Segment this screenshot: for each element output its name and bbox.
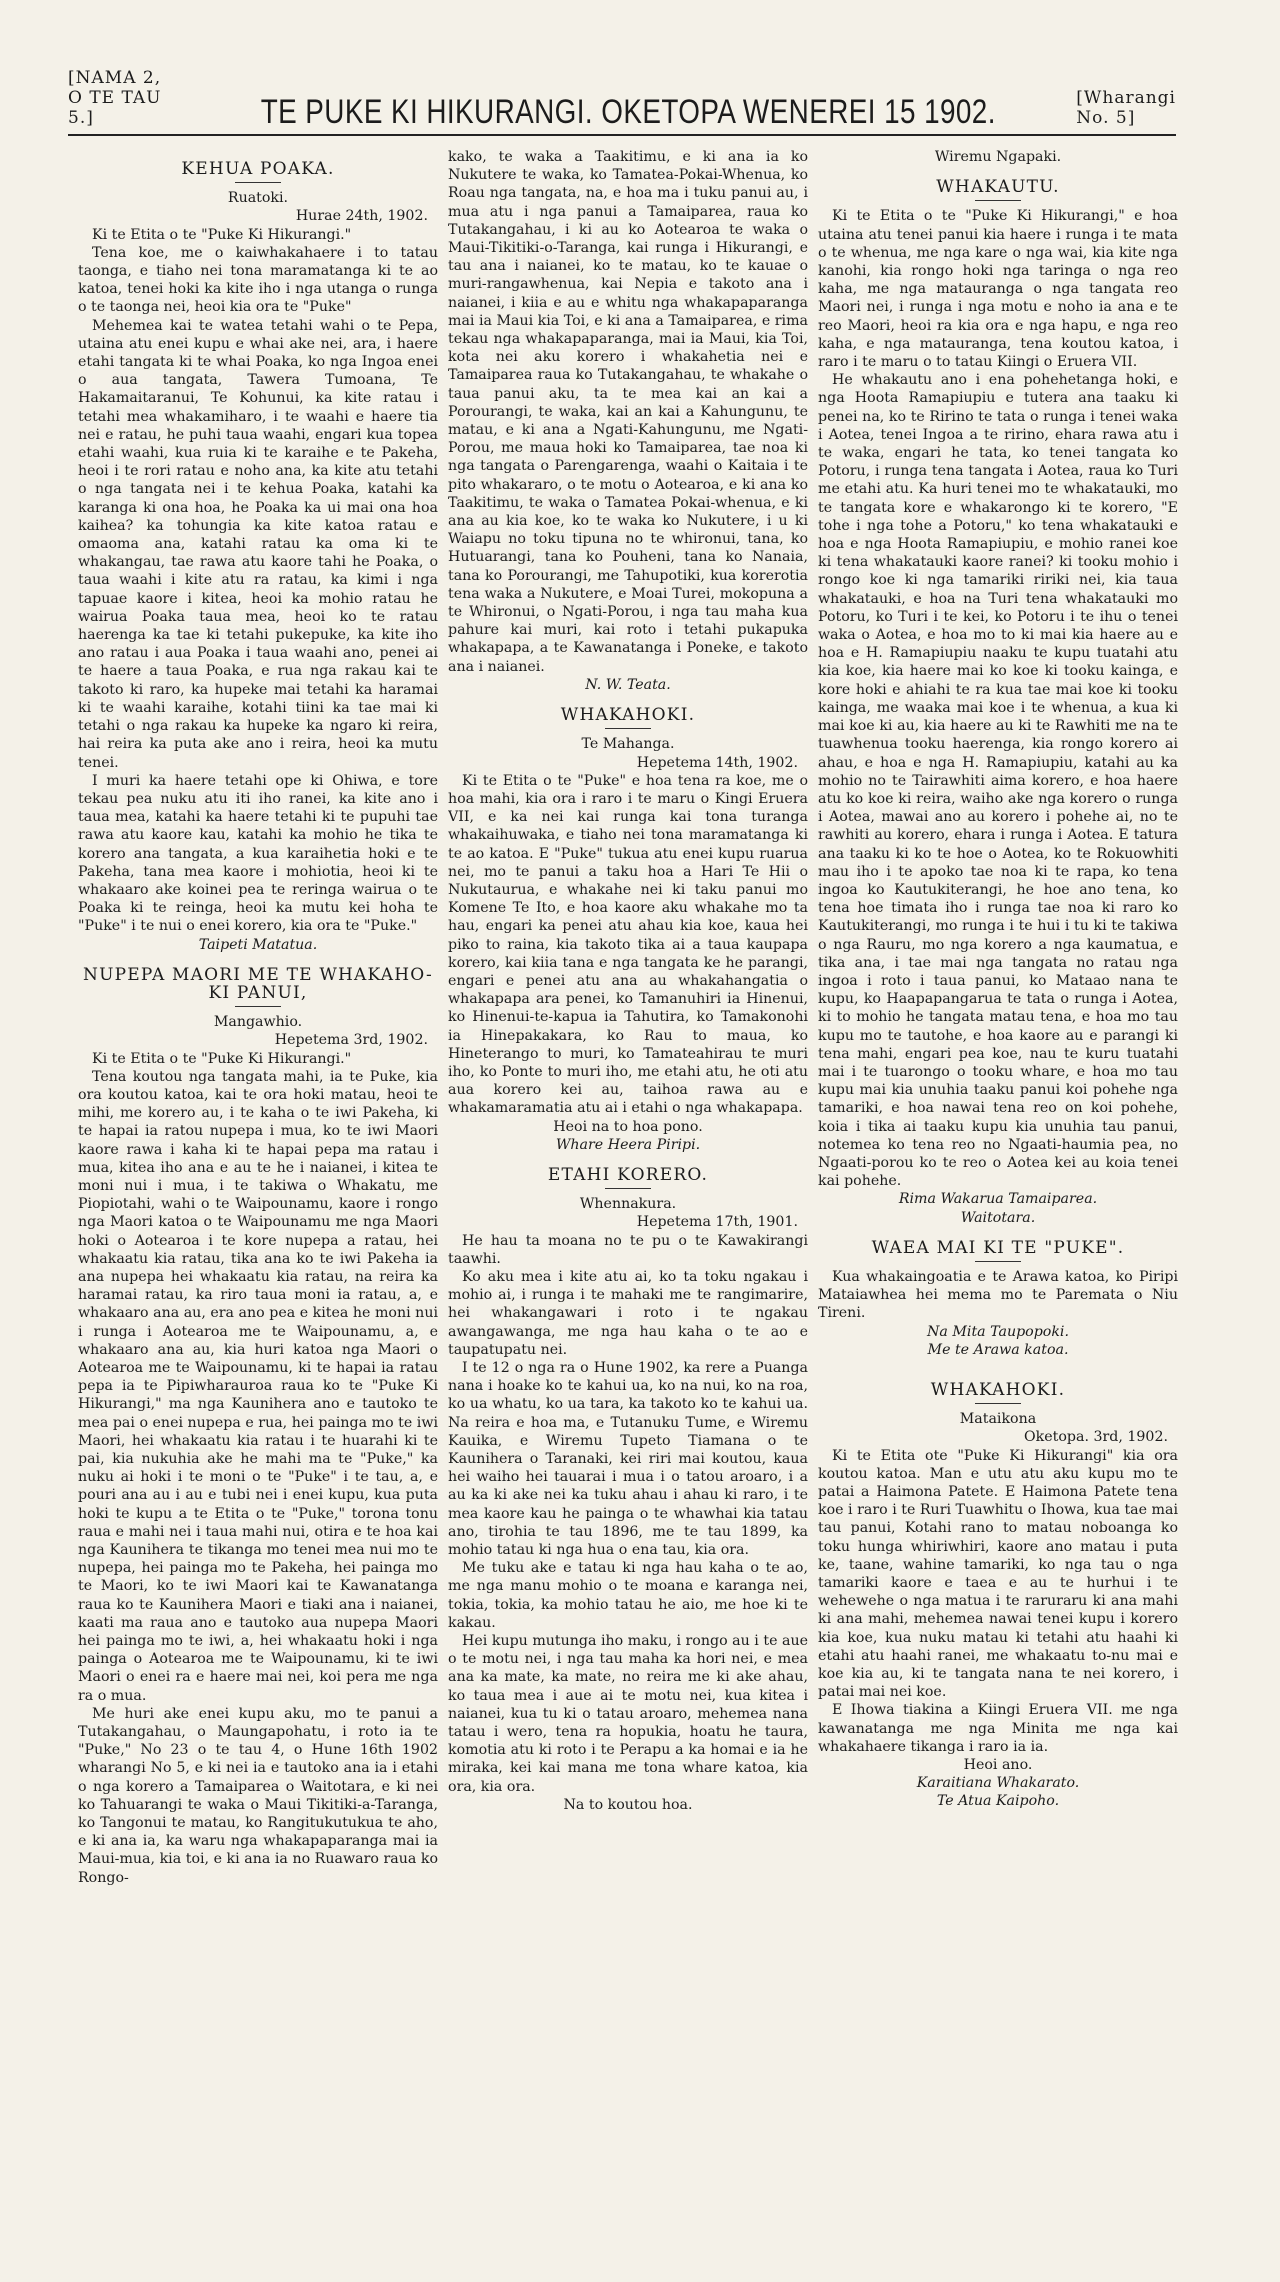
paragraph: Ki te Etita o te "Puke Ki Hikurangi," e hoa utaina atu tenei panui kia haere i runga i te mata o te whenua, me nga kare o nga wai, kia kite nga kanohi, kia rongo hoki nga taringa o nga reo kaha, me nga matauranga o nga tangata reo Maori nei, i runga i nga motu e noho ia ana e te reo Maori, heoi ra kia ora e nga hapu, e nga reo kaha, e nga matauranga, tena koutou katoa, i raro i te maru o to tatau Kiingi o Eruera VII. [818, 208, 1178, 371]
divider [235, 182, 281, 183]
column-3 [818, 148, 1178, 2253]
paper-title: TE PUKE KI HIKURANGI. OKETOPA WENEREI 15 1902. [260, 93, 996, 131]
dateline-date: Oketopa. 3rd, 1902. [1024, 1429, 1168, 1446]
dateline-place: Te Mahanga. [581, 736, 675, 753]
paragraph-continued: kako, te waka a Taakitimu, e ki ana ia ko Nukutere te waka, ko Tamatea-Pokai-Whenua, ko Roau nga tangata, na, e hoa ma i tuku panui au, i mua atu i nga panui a Tamaiparea, raua ko Tutakangahau, i ki au ko Aotearoa te waka o Maui-Tikitiki-o-Taranga, kai runga i Hikurangi, e tau ana i naianei, ko te matau, ko te kauae o muri-rangawhenua, kai Nepia e takoto ana i naianei, i kiia e au e whitu nga whakapaparanga mai ia Maui kia Toi, e ki ana a Tamaiparea, e rima tekau nga whakapaparanga, mai ia Maui, kia Toi, kota nei aku korero i whakahetia nei e Tamaiparea raua ko Tutakangahau, te whakahe o taua panui aku, ta te mea kai an kai a Porourangi, te waka, kai an kai a Kahungunu, te matau, e ki ana a Ngati-Kahungunu, me Ngati-Porou, me maua hoki ko Tamaiparea, tae noa ki nga tangata o Parengarenga, waahi o Kaitaia i te pito whakararo, o te motu o Aotearoa, e ki ana ko Taakitimu, te waka o Tamatea Pokai-whenua, e ki ana au kia koe, ko te waka ko Nukutere, i u ki Waiapu no toku tipuna no te whironui, tana, ko Hutuarangi, tana ko Pouheni, tana ko Nanaia, tana ko Porourangi, me Tahupotiki, kua korerotia tena waka a Nukutere, e Moai Turei, mokopuna a te Whironui, o Ngati-Porou, i nga tau maha kua pahure kai muri, kai roto i tetahi pukapuka whakapapa, a te Kawanatanga i Poneke, e takoto ana i naianei. [448, 149, 808, 675]
dateline-date: Hepetema 17th, 1901. [636, 1214, 798, 1231]
heading-line: KI PANUI, [208, 982, 308, 1003]
article-heading-nupepa [78, 966, 438, 1002]
paragraph: Kua whakaingoatia e te Arawa katoa, ko Piripi Mataiawhea hei mema mo te Paremata o Niu Tireni. [818, 1268, 1178, 1322]
paragraph: Ki te Etita o te "Puke" e hoa tena ra koe, me o hoa mahi, kia ora i raro i te maru o Kingi Eruera VII, e ka nei kai runga kai tona turanga whakaihuwaka, e tiaho nei tona maramatanga ki te ao katoa. E "Puke" tukua atu enei kupu ruarua nei, mo te panui a taku hoa a Hari Te Hii o Nukutaurua, e whakahe nei ki taku panui mo Komene Te Ito, e hoa kaore aku whakahe mo ta hau, engari ka penei atu ahau kia koe, kaua hei piko to raina, kia takoto tika ai a taua kaupapa korero, kai kiia tana e nga tangata ke he parangi, engari e penei atu ana au whakahangatia o whakapapa ara penei, ko Tamanuhiri ia Hinenui, ko Hinenui-te-kapua ia Tahutira, ko Tamakonohi ia Hinepakakara, ko Rau to maua, ko Hineterango to muri, ko Tamateahirau te muri iho, ko Ponte to muri iho, me etahi atu, he oti atu aua korero kei au, taihoa rawa au e whakamaramatia atu ai i etahi o nga whakapapa. [448, 772, 808, 1117]
divider [975, 1261, 1021, 1262]
paragraph: Mehemea kai te watea tetahi wahi o te Pepa, utaina atu enei kupu e whai ake nei, ara, i haere etahi tangata ki te whai Poaka, ko nga Ingoa enei o aua tangata, Tawera Tumoana, Te Hakamaitaranui, Te Kohunui, ka kite ratau i tetahi mea whakamiharo, i te waahi e haere tia nei e ratau, he puhi taua waahi, engari kua topea etahi waahi, kua ruia ki te karaihe e te Pakeha, heoi i te rori ratau e noho ana, ka kite atu tetahi o nga tangata nei i te kehua Poaka, katahi ka karanga ki ona hoa, he Poaka ka ui mai ona hoa kaihea? ka tohungia ka kite katoa ratau e omaoma ana, katahi ratau ka oma ki te whakangau, tae rawa atu kaore tahi he Poaka, o taua waahi i kite atu ra ratau, ka kimi i nga tapuae kaore i kitea, heoi ka mohio ratau he wairua Poaka taua mea, heoi ko te ratau haerenga ka tae ki tetahi pukepuke, ka kite iho ano ratau i aua Poaka i taua waahi ano, penei ai te haere a taua Poaka, e rua nga rakau kai te takoto ki raro, ka hupeke mai tetahi ka haramai ki te waahi karaihe, kotahi tiini ka tae mai ki tetahi o nga rakau ka hupeke ka ngaro ki reira, hai reira ka puta ake ano i reira, heoi ka mutu tenei. [78, 317, 438, 771]
closing: Na to koutou hoa. [563, 1796, 693, 1813]
column-2 [448, 148, 808, 2253]
divider [605, 1188, 651, 1189]
signature: Taipeti Matatua. [198, 936, 318, 953]
paragraph: Tena koutou nga tangata mahi, ia te Puke, kia ora koutou katoa, kai te ora hoki matau, heoi te mihi, me korero au, i te kaha o te iwi Pakeha, ki te hapai ia ratou nupepa i mua, ko te iwi Maori kaore rawa i kaha ki te hapai pepa ma ratau i mua, kitea iho ana e au te he i naianei, i kitea te moni nui i mua, i te takiwa o Whakatu, me Piopiotahi, wahi o te Waipounamu, kaore i rongo nga Maori katoa o te Waipounamu me nga Maori hoki o Aotearoa i te kore nupepa a ratau, hei whakaatu kia ratau, tika ana ko te iwi Pakeha ia ana nupepa hei whakaatu kia ratau, na reira ka haramai ratau, ka riro taua moni ia ratau, a, e whakaaro ana au, era ano pea e kitea he moni nui i runga i Aotearoa me te Waipounamu, a, e whakaaro ana au, kia huri katoa nga Maori o Aotearoa me te Waipounamu, ki te hapai ia ratau pepa ia te Pipiwharauroa raua ko te "Puke Ki Hikurangi," ma nga Kaunihera ano e tautoko te mea pai o enei nupepa e rua, hei painga mo te iwi Maori, hei whakaatu kia ratau i te huarahi ki te pai, kia nukuhia ake he mahi ma te "Puke," ka nuku ai hoki i te moni o te "Puke" i te tau, a, e pouri ana au i au e tubi nei i enei kupu, kua puta hoki te kupu a te Etita o te "Puke," torona tonu raua e mahi nei i taua mahi nui, otira e te hoa kai nga Kaunihera te tikanga mo tenei mea nui mo te nupepa, hei painga mo te Pakeha, hei painga mo te Maori, ko te iwi Maori kai te Kawanatanga raua ko te Kaunihera Maori e tiaki ana i naianei, kaati ma raua ano e tautoko aua nupepa Maori hei painga mo te iwi, a, hei whakaatu hoki i nga painga o Aotearoa me te Waipounamu, ki te iwi Maori o enei ra e haere mai nei, koi pera me nga ra o mua. [78, 1068, 438, 1704]
dateline-place: Ruatoki. [227, 190, 289, 207]
heading-line: NUPEPA MAORI ME TE WHAKAHO- [83, 964, 433, 985]
signature: Whare Heera Piripi. [555, 1136, 701, 1153]
column-1 [78, 148, 438, 2253]
dateline-date: Hepetema 3rd, 1902. [274, 1032, 428, 1049]
paragraph: Ki te Etita ote "Puke Ki Hikurangi" kia ora koutou katoa. Man e utu atu aku kupu mo te patai a Haimona Patete. E Haimona Patete tena koe i raro i te Ruri Tuawhitu o Ihowa, kua tae mai tau panui, Kotahi rano to matau noboanga ko toku hunga whiriwhiri, kaore ano matau i puta ke, taane, wahine tamariki, ko nga tau o nga tamariki kaore e taea e au te hurhui i te wehewehe o nga matua i te raruraru ki ana mahi ki ana mahi, mehemea nawai tenei kupu i korero kia koe, kua nuku matau ki tetahi atu haahi ki etahi atu haahi ranei, me whakaatu to-nu mai e koe kia au, ki te tangata nana te nei korero, i patai mai nei koe. [818, 1447, 1178, 1701]
article-heading-kehua: KEHUA POAKA. [181, 159, 335, 179]
article-heading-whakahoki: WHAKAHOKI. [560, 705, 696, 726]
masthead [68, 68, 1176, 136]
paragraph: Me huri ake enei kupu aku, mo te panui a Tutakangahau, o Maungapohatu, i roto ia te "Puke," No 23 o te tau 4, o Hune 16th 1902 wharangi No 5, e ki nei ia e tautoko ana ia i etahi o nga korero a Tamaiparea o Waitotara, e ki nei ko Tahuarangi te waka o Maui Tikitiki-a-Taranga, ko Tangonui te matau, ko Rangitukutukua te aho, e ki ana ia, ka waru nga whakapaparanga mai ia Maui-mua, kia toi, e ki ana ia no Ruawaro raua ko Rongo- [78, 1705, 438, 1886]
signature: Wiremu Ngapaki. [934, 149, 1062, 165]
paragraph: I te 12 o nga ra o Hune 1902, ka rere a Puanga nana i hoake ko te kahui ua, ko na nui, ko na roa, ko ua whatu, ko ua tara, ka takoto ko te kahui ua. Na reira e hoa ma, e Tutanuku Tume, e Wiremu Kauika, e Wiremu Tupeto Tiamana o te Kaunihera o Taranaki, kei riri mai koutou, kaua hei waiho hei tauarai i mua i o tatou aroaro, i a au ka ki ake nei ka tuku ahau i ahau ki raro, i te mea kaore kau he painga o te whawhai kia tatau ano, tirohia te tau 1896, me te tau 1899, ka mohio tatau ki nga hua o ena tau, kia ora. [448, 1360, 808, 1559]
article-heading-whakautu: WHAKAUTU. [936, 177, 1060, 198]
divider [235, 1006, 281, 1007]
paragraph: Me tuku ake e tatau ki nga hau kaha o te ao, me nga manu mohio o te moana e karanga nei, tokia, tokia, ka mohio tatau he aio, me hoe ki te kakau. [448, 1560, 808, 1631]
salutation: Ki te Etita o te "Puke Ki Hikurangi." [92, 226, 352, 243]
dateline-place: Whennakura. [579, 1196, 677, 1213]
salutation: Ki te Etita o te "Puke Ki Hikurangi." [92, 1050, 352, 1067]
signature: Karaitiana Whakarato. [916, 1775, 1080, 1792]
article-heading-etahi: ETAHI KORERO. [547, 1164, 709, 1185]
paragraph: He hau ta moana no te pu o te Kawakirangi taawhi. [448, 1232, 808, 1267]
columns [78, 148, 1178, 2253]
signature: N. W. Teata. [585, 676, 671, 693]
paragraph: Hei kupu mutunga iho maku, i rongo au i te aue o te motu nei, i nga tau maha ka hori nei, e mea ana ka mate, ka mate, no reira me ki ake ahau, ko taua mea i aue ai te motu nei, kua kitea i naianei, kua tu ki o tatau aroaro, mehemea nana tatau i wero, tena ra hopukia, hoatu he taura, komotia atu ki roto i te Perapu a ka homai e ia he miraka, kei kai mana me tona whare katoa, kia ora, kia ora. [448, 1633, 808, 1795]
paragraph: He whakautu ano i ena pohehetanga hoki, e nga Hoota Ramapiupiu e tutera ana taaku ki penei na, ko te Ririno te tata o runga i tenei waka i Aotea, tenei Ingoa a te ririno, ehara rawa atu i te waka, engari he tata, ko tenei tangata ko Potoru, i runga tena tangata i Aotea, raua ko Turi me etahi atu. Ka huri tenei mo te whakatauki, mo te tangata kore e whakarongo ki te korero, "E tohe i nga tohe a Potoru," ko tena whakatauki e hoa e nga Hoota Ramapiupiu, e mohio ranei koe ki tena whakatauki kaore ranei? ki tooku mohio i rongo koe ki nga tamariki ririki nei, kia taua whakatauki, e hoa na Turi tena whakatauki mo Potoru, ko Turi i te kei, ko Potoru i te ihu o tenei waka o Aotea, e hoa mo to ki mai kia haere au e hoa e H. Ramapiupiu naaku te kupu tuatahi atu kia koe, kia haere mai ko koe ki tooku kainga, e kore hoki e ahiahi te ra kua tae mai koe ki tooku kainga, me waaka mai koe i te whenua, a kua ki mai koe ki au, kia haere au ki te Rawhiti me na te tuawhenua tooku haerenga, kia rongo korero ai ahau, e hoa e nga H. Ramapiupiu, katahi au ka mohio no te Tairawhiti aima korero, e hoa haere atu ko koe ki reira, waiho ake nga korero o runga i Aotea, mawai ano au korero i pohehe ai, no te rawhiti au korero, ehara i runga i Aotea. E tatura ana taaku ki ko te hoe o Aotea, ko te Rokuowhiti mau iho i te apoko tae noa ki te rapa, ko tena ingoa ko Kautukiterangi, he hoe ano tena, ko tena hoe timata iho i runga tae noa ki raro ko Kautukiterangi, mo runga i te hui i tu ki te takiwa o nga Rauru, mo nga korero a nga kaumatua, e tika ana, i tae mai nga tangata no ratau nga ingoa i roto i taua panui, ko Mataao nana te kupu, ko Haapapangarua te tata o runga i Aotea, ki to mohio he tangata matau tena, e hoa mo tau kupu mo te tautohe, e hoa kaore au e parangi ki tena mahi, engari pea koe, nau te kuru tuatahi mai i te tuarongo o tooku whare, e hoa mo tau kupu mai kia unuhia taaku panui koi pohehe nga tamariki, e hoa nawai tena reo on koi pohehe, koia i tika ai taaku kupu kia unuhia tau panui, notemea ko tena reo no Ngaati-haumia pea, no Ngaati-porou ko te reo o Aotea kei au koia tenei kai pohehe. [818, 372, 1178, 1190]
dateline-place: Mataikona [959, 1411, 1037, 1428]
paragraph: I muri ka haere tetahi ope ki Ohiwa, e tore tekau pea nuku atu iti iho ranei, ka kite ano i taua mea, katahi ka haere tetahi ki te pupuhi tae rawa atu kaore kau, katahi ka mohio he tika te korero ana tangata, a kua karaihetia hoki e te Pakeha, tana mea kaore i mohiotia, heoi ki te whakaaro ake koinei pea te reringa wairua o te Poaka ki te reinga, heoi ka mutu kei hoha te "Puke" i te nui o enei korero, kia ora te "Puke." [78, 772, 438, 935]
dateline-date: Hepetema 14th, 1902. [636, 754, 798, 771]
paragraph: Ko aku mea i kite atu ai, ko ta toku ngakau i mohio ai, i runga i te mahaki me te rangimarire, hei whakangawari i roto i te ngakau awangawanga, me nga hau kaha o te ao e taupatupatu nei. [448, 1268, 808, 1358]
signature-place: Waitotara. [960, 1209, 1036, 1226]
signature: Rima Wakarua Tamaiparea. [898, 1191, 1098, 1208]
signature: Na Mita Taupopoki. [927, 1323, 1069, 1340]
signature: Te Atua Kaipoho. [936, 1793, 1060, 1810]
signature: Me te Arawa katoa. [927, 1341, 1069, 1358]
divider [975, 200, 1021, 201]
page-number: [Wharangi No. 5] [1076, 88, 1176, 128]
spacer [818, 1359, 1178, 1369]
divider [605, 728, 651, 729]
divider [975, 1403, 1021, 1404]
dateline-date: Hurae 24th, 1902. [295, 208, 428, 225]
paragraph: Tena koe, me o kaiwhakahaere i to tatau taonga, e tiaho nei tona maramatanga ki te ao katoa, tenei hoki ka kite iho i nga utanga o runga o te taonga nei, heoi kia ora te "Puke" [78, 244, 438, 316]
article-heading-waea: WAEA MAI KI TE "PUKE". [871, 1237, 1125, 1258]
paragraph: E Ihowa tiakina a Kiingi Eruera VII. me nga kawanatanga me nga Minita me nga kai whakahaere tikanga i raro ia ia. [818, 1702, 1178, 1755]
issue-number: [NAMA 2, O TE TAU 5.] [68, 68, 162, 128]
dateline-place: Mangawhio. [213, 1014, 303, 1031]
article-heading-whakahoki-2: WHAKAHOKI. [930, 1380, 1066, 1400]
closing: Heoi na to hoa pono. [553, 1118, 703, 1135]
closing: Heoi ano. [963, 1757, 1033, 1774]
